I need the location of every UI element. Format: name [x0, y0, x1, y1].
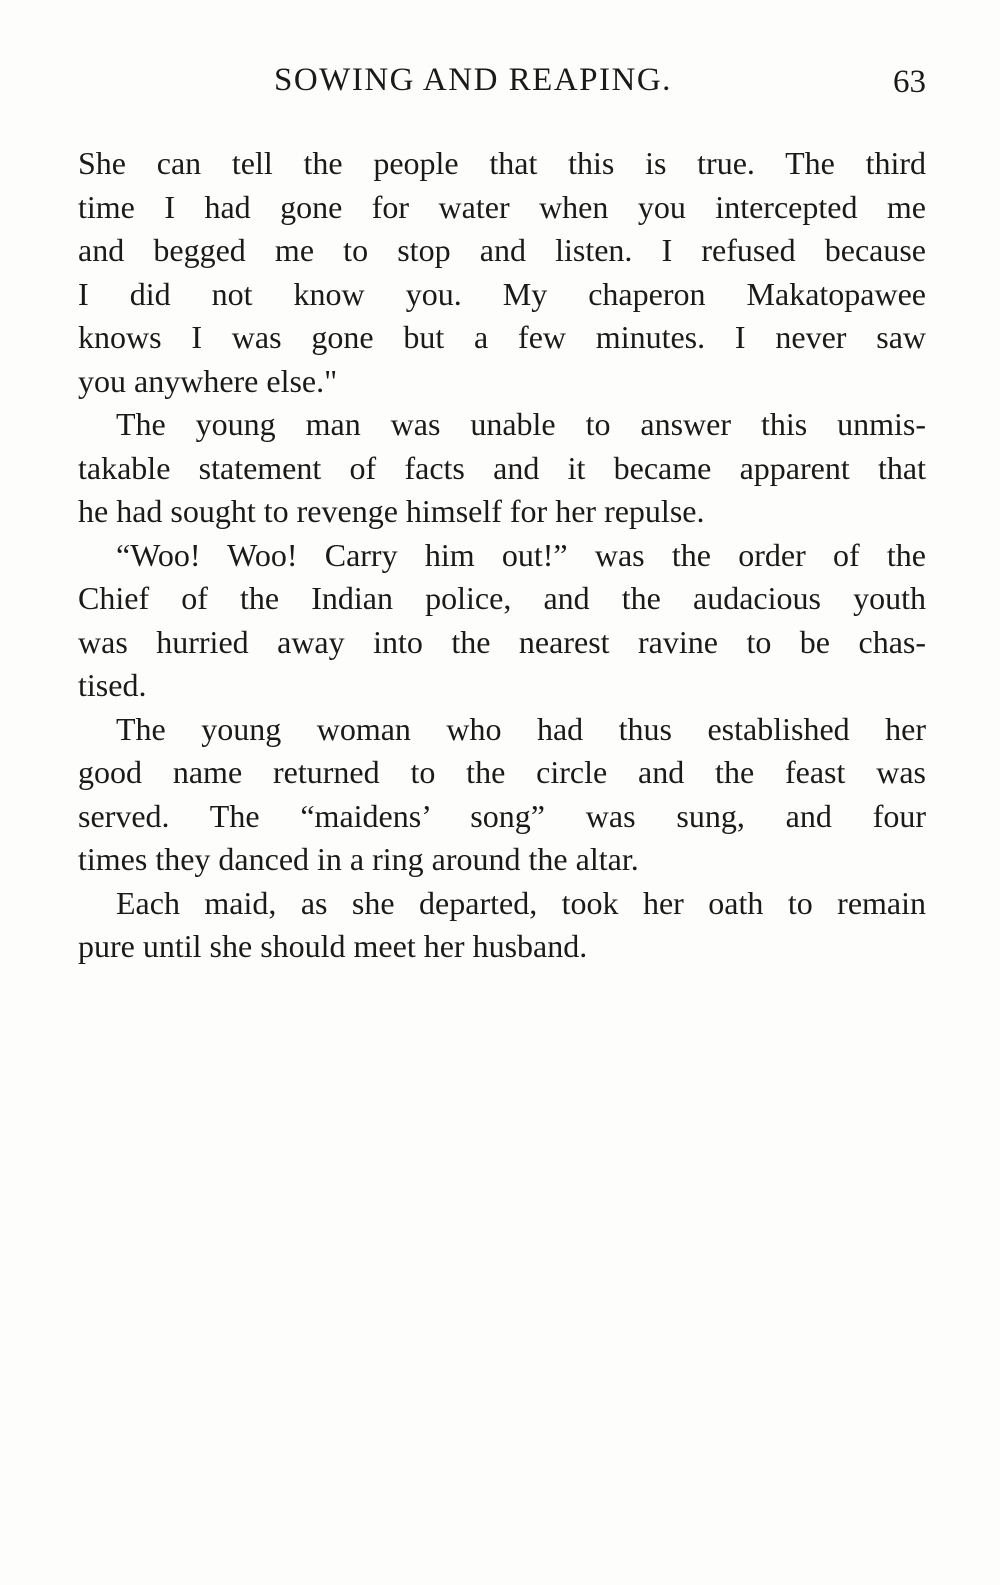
text-line: served. The “maidens’ song” was sung, and four	[78, 797, 926, 834]
text-line: Chief of the Indian police, and the audacious youth	[78, 580, 926, 616]
page-number: 63	[893, 64, 926, 100]
text-line: knows I was gone but a few minutes. I never saw	[78, 319, 926, 355]
text-line: The young man was unable to answer this unmis-	[116, 406, 926, 442]
text-line: tised.	[78, 667, 147, 703]
text-line: was hurried away into the nearest ravine to be chas-	[78, 623, 926, 660]
text-line: pure until she should meet her husband.	[78, 928, 588, 964]
text-line: time I had gone for water when you intercepted me	[78, 188, 926, 225]
text-line: you anywhere else."	[78, 362, 338, 399]
text-line: “Woo! Woo! Carry him out!” was the order of the	[116, 536, 926, 573]
running-head	[78, 62, 926, 106]
text-line: good name returned to the circle and the feast was	[78, 754, 926, 790]
text-line: Each maid, as she departed, took her oath to remain	[116, 884, 926, 921]
text-line: She can tell the people that this is true. The third	[78, 145, 926, 181]
running-title: SOWING AND REAPING.	[274, 62, 672, 98]
body-text	[78, 142, 926, 969]
text-line: takable statement of facts and it became apparent that	[78, 449, 926, 486]
text-line: he had sought to revenge himself for her repulse.	[78, 493, 705, 529]
text-line: and begged me to stop and listen. I refused because	[78, 232, 926, 268]
text-line: times they danced in a ring around the altar.	[78, 841, 639, 877]
text-line: I did not know you. My chaperon Makatopawee	[78, 275, 926, 312]
text-line: The young woman who had thus established her	[116, 710, 926, 747]
